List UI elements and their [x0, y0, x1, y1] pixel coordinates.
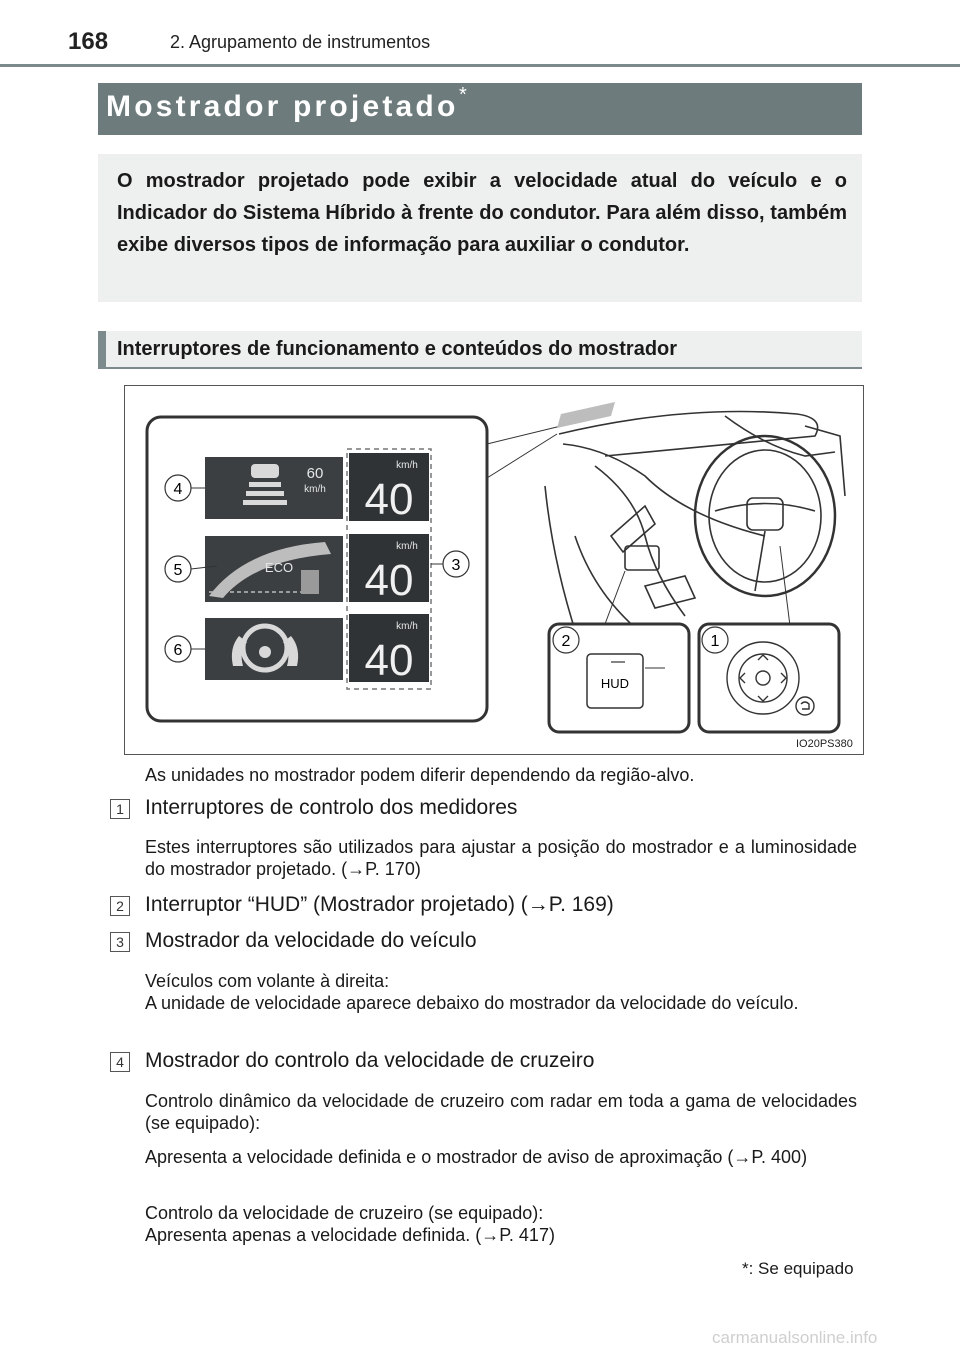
item-number-2: 2: [110, 896, 130, 916]
intro-text: O mostrador projetado pode exibir a velocidade atual do veículo e o Indicador do Sistema Híbrido à frente do condutor. Para além disso, também exibe diversos tipos de informação para auxiliar o condutor.: [117, 170, 847, 256]
figure-caption: As unidades no mostrador podem diferir dependendo da região-alvo.: [145, 765, 695, 785]
footnote: *: Se equipado: [742, 1259, 854, 1278]
svg-text:2: 2: [561, 633, 571, 650]
cruise-unit: km/h: [304, 484, 326, 495]
page-title: Mostrador projetado: [106, 90, 459, 123]
eco-label: ECO: [264, 560, 294, 575]
item-3-paragraph: Veículos com volante à direita: A unidade de velocidade aparece debaixo do mostrador da velocidade do veículo.: [145, 971, 799, 1013]
item-number-3: 3: [110, 932, 130, 952]
item-title-1: Interruptores de controlo dos medidores: [145, 796, 518, 819]
section-accent-bar: [98, 331, 106, 369]
svg-text:5: 5: [173, 562, 183, 579]
chapter-title: 2. Agrupamento de instrumentos: [170, 32, 431, 52]
speed-value-1: 40: [364, 475, 414, 524]
item-title-3: Mostrador da velocidade do veículo: [145, 929, 477, 952]
watermark: carmanualsonline.info: [712, 1328, 878, 1347]
svg-text:1: 1: [710, 633, 720, 650]
header-rule: [0, 64, 960, 67]
svg-text:3: 3: [451, 557, 461, 574]
projection-line-bottom: [487, 434, 557, 478]
page-number: 168: [68, 28, 109, 55]
item-4-paragraph-2: Apresenta a velocidade definida e o mostrador de aviso de aproximação (→P. 400): [145, 1147, 808, 1167]
leader-1: [780, 546, 790, 626]
item-number-4: 4: [110, 1052, 130, 1072]
item-4-paragraph-1: Controlo dinâmico da velocidade de cruzeiro com radar em toda a gama de velocidades (se equipado):: [145, 1091, 857, 1133]
projection-line-top: [487, 426, 561, 444]
item-4-paragraph-3: Controlo da velocidade de cruzeiro (se equipado): Apresenta apenas a velocidade definida. (→P. 417): [145, 1203, 555, 1245]
item-title-4: Mostrador do controlo da velocidade de cruzeiro: [145, 1049, 595, 1072]
hud-button-label: HUD: [600, 676, 630, 691]
figure-code: IO20PS380: [796, 738, 853, 750]
svg-text:6: 6: [173, 642, 183, 659]
hud-illustration-svg: [125, 386, 863, 754]
item-title-2: Interruptor “HUD” (Mostrador projetado) (→P. 169): [145, 893, 614, 916]
hud-illustration: [124, 385, 864, 755]
callout-2: [553, 627, 579, 653]
speed-value-2: 40: [364, 556, 414, 605]
section-heading: Interruptores de funcionamento e conteúdos do mostrador: [117, 338, 678, 360]
speed-value-3: 40: [364, 636, 414, 685]
title-footnote-marker: *: [459, 84, 467, 106]
speed-unit-2: km/h: [396, 541, 418, 552]
battery-icon: [301, 570, 319, 594]
svg-text:4: 4: [173, 481, 183, 498]
callout-1: [702, 627, 728, 653]
cruise-set-speed: 60: [306, 465, 324, 482]
speed-unit-3: km/h: [396, 621, 418, 632]
item-1-paragraph: Estes interruptores são utilizados para ajustar a posição do mostrador e a luminosidade do mostrador projetado. (→P. 170): [145, 837, 857, 879]
speed-unit-1: km/h: [396, 460, 418, 471]
item-number-1: 1: [110, 799, 130, 819]
